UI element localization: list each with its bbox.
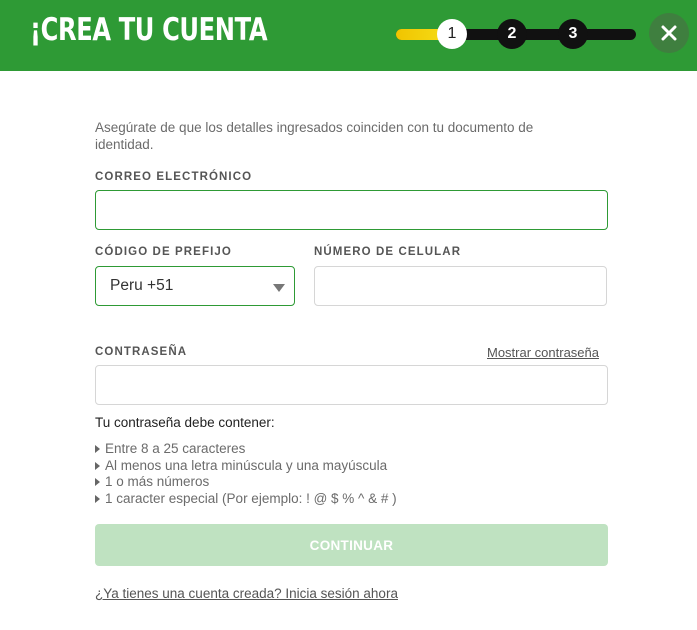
requirements-title: Tu contraseña debe contener: [95,415,275,430]
caret-right-icon [95,445,100,453]
list-item: Entre 8 a 25 caracteres [95,441,397,458]
caret-right-icon [95,478,100,486]
phone-label: NÚMERO DE CELULAR [314,246,462,258]
requirements-list [95,441,397,507]
close-icon [661,25,677,41]
step-2: 2 [497,19,527,49]
phone-field[interactable] [314,266,607,306]
prefix-value: Peru +51 [110,277,174,294]
email-label: CORREO ELECTRÓNICO [95,171,253,183]
show-password-link[interactable]: Mostrar contraseña [487,345,599,360]
step-1: 1 [437,19,467,49]
close-button[interactable] [649,13,689,53]
password-label: CONTRASEÑA [95,346,188,358]
login-link[interactable]: ¿Ya tienes una cuenta creada? Inicia sesión ahora [95,586,398,601]
modal-header [0,0,697,71]
list-item: 1 caracter especial (Por ejemplo: ! @ $ % ^ & # ) [95,491,397,508]
continue-button[interactable]: CONTINUAR [95,524,608,566]
intro-text: Asegúrate de que los detalles ingresados coinciden con tu documento de identidad. [95,120,534,152]
list-item: Al menos una letra minúscula y una mayúscula [95,458,397,475]
step-progress [396,18,636,50]
list-item: 1 o más números [95,474,397,491]
prefix-select[interactable] [95,266,295,306]
password-field[interactable] [95,365,608,405]
chevron-down-icon [273,284,285,292]
prefix-label: CÓDIGO DE PREFIJO [95,246,232,258]
step-3: 3 [558,19,588,49]
email-field[interactable] [95,190,608,230]
page-title: ¡CREA TU CUENTA [30,12,268,48]
caret-right-icon [95,462,100,470]
caret-right-icon [95,495,100,503]
